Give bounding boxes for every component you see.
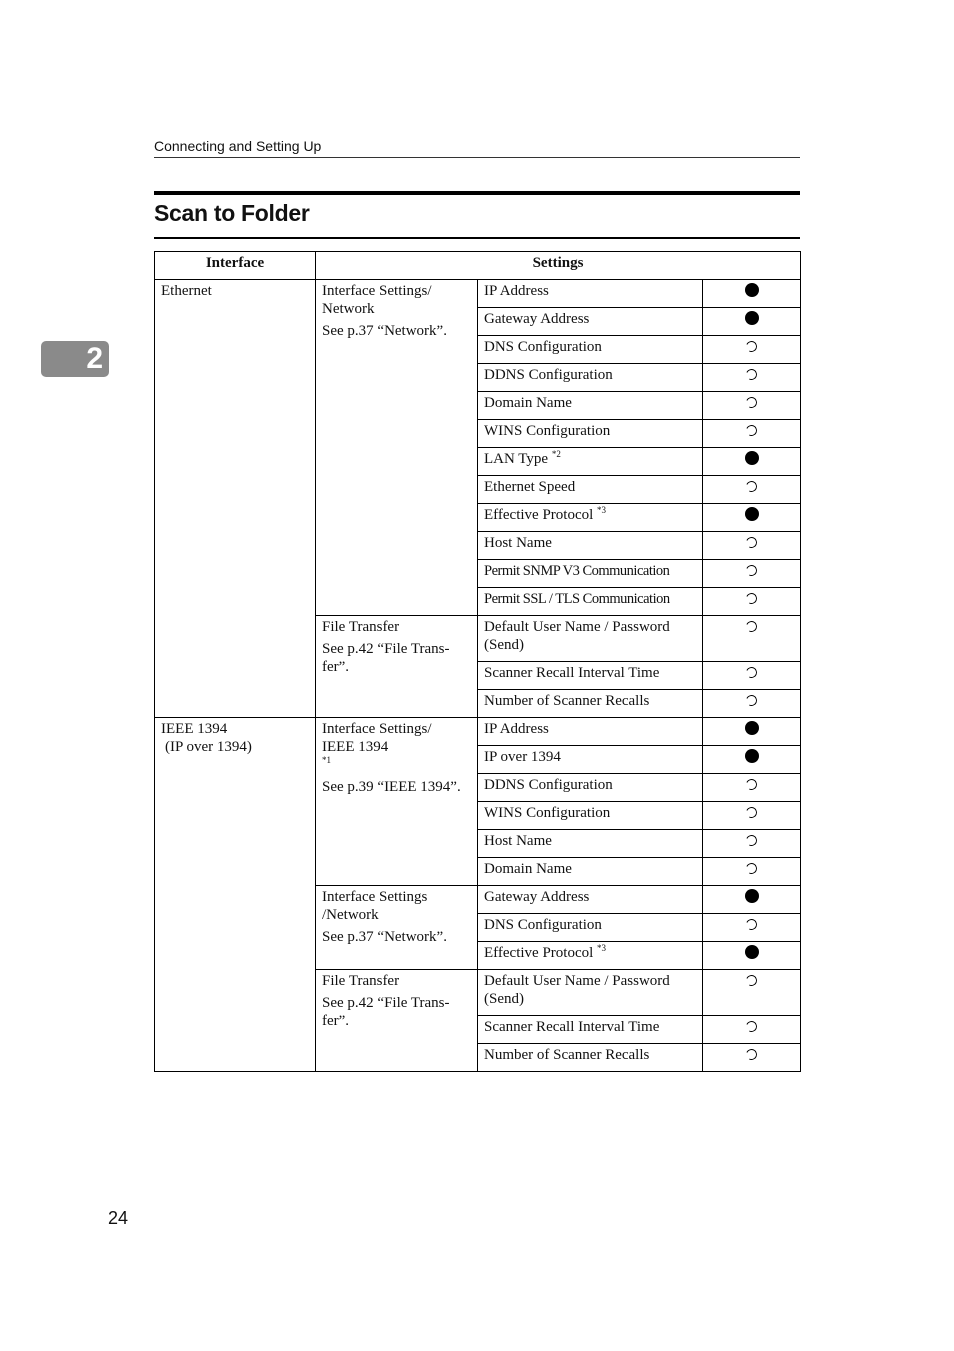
filled-circle-icon xyxy=(745,945,759,959)
filled-circle-icon xyxy=(745,311,759,325)
group-label: File Transfer xyxy=(322,973,400,989)
setting-label: Permit SNMP V3 Communication xyxy=(478,560,703,588)
setting-label xyxy=(478,942,703,970)
interface-ieee1394 xyxy=(155,718,316,1072)
open-circle-icon xyxy=(744,973,758,987)
page-reference: See p.42 “File Trans-fer”. xyxy=(322,995,450,1029)
setting-label: DNS Configuration xyxy=(478,336,703,364)
group-label: Interface Settings xyxy=(322,889,428,905)
mark-cell xyxy=(703,588,801,616)
mark-cell xyxy=(703,392,801,420)
open-circle-icon xyxy=(744,535,758,549)
filled-circle-icon xyxy=(745,283,759,297)
mark-cell xyxy=(703,504,801,532)
group-label xyxy=(322,738,471,774)
title-bar xyxy=(154,191,800,195)
open-circle-icon xyxy=(744,861,758,875)
open-circle-icon xyxy=(744,423,758,437)
open-circle-icon xyxy=(744,1047,758,1061)
mark-cell xyxy=(703,364,801,392)
open-circle-icon xyxy=(744,805,758,819)
page-reference: See p.37 “Network”. xyxy=(322,323,447,339)
group-label: /Network xyxy=(322,907,379,923)
mark-cell xyxy=(703,1016,801,1044)
mark-cell xyxy=(703,914,801,942)
setting-label: Domain Name xyxy=(478,392,703,420)
open-circle-icon xyxy=(744,591,758,605)
running-head: Connecting and Setting Up xyxy=(154,138,800,158)
footnote-ref: *3 xyxy=(597,505,607,515)
mark-cell xyxy=(703,476,801,504)
group-label: Network xyxy=(322,301,375,317)
group-ieee-network xyxy=(316,886,478,970)
setting-label: Domain Name xyxy=(478,858,703,886)
interface-subname: (IP over 1394) xyxy=(165,739,252,755)
mark-cell xyxy=(703,420,801,448)
group-label-text: IEEE 1394 xyxy=(322,739,389,755)
setting-label: Number of Scanner Recalls xyxy=(478,690,703,718)
mark-cell xyxy=(703,802,801,830)
setting-label: WINS Configuration xyxy=(478,802,703,830)
group-ieee-file-transfer xyxy=(316,970,478,1072)
mark-cell xyxy=(703,718,801,746)
setting-label: DDNS Configuration xyxy=(478,774,703,802)
table-header-row xyxy=(155,252,801,280)
setting-label: Ethernet Speed xyxy=(478,476,703,504)
mark-cell xyxy=(703,970,801,1016)
setting-label: IP Address xyxy=(478,280,703,308)
footnote-ref: *3 xyxy=(597,943,607,953)
setting-label: IP Address xyxy=(478,718,703,746)
page-number: 24 xyxy=(108,1208,129,1228)
table-row xyxy=(155,280,801,308)
setting-text: Effective Protocol xyxy=(484,945,594,961)
setting-label: Scanner Recall Interval Time xyxy=(478,1016,703,1044)
mark-cell xyxy=(703,690,801,718)
mark-cell xyxy=(703,774,801,802)
setting-label: Gateway Address xyxy=(478,886,703,914)
mark-cell xyxy=(703,336,801,364)
interface-name: IEEE 1394 xyxy=(161,721,228,737)
open-circle-icon xyxy=(744,619,758,633)
mark-cell xyxy=(703,308,801,336)
open-circle-icon xyxy=(744,1019,758,1033)
table-row xyxy=(155,718,801,746)
open-circle-icon xyxy=(744,563,758,577)
open-circle-icon xyxy=(744,665,758,679)
group-ethernet-file-transfer xyxy=(316,616,478,718)
open-circle-icon xyxy=(744,395,758,409)
mark-cell xyxy=(703,1044,801,1072)
filled-circle-icon xyxy=(745,889,759,903)
header-interface: Interface xyxy=(155,252,316,280)
open-circle-icon xyxy=(744,777,758,791)
setting-label: WINS Configuration xyxy=(478,420,703,448)
mark-cell xyxy=(703,616,801,662)
filled-circle-icon xyxy=(745,451,759,465)
interface-name: Ethernet xyxy=(161,283,212,299)
footnote-ref: *1 xyxy=(322,755,331,765)
setting-label: Scanner Recall Interval Time xyxy=(478,662,703,690)
mark-cell xyxy=(703,886,801,914)
setting-text: LAN Type xyxy=(484,451,549,467)
page-reference: See p.39 “IEEE 1394”. xyxy=(322,779,461,795)
group-ieee-settings xyxy=(316,718,478,886)
open-circle-icon xyxy=(744,339,758,353)
setting-label xyxy=(478,448,703,476)
settings-table xyxy=(154,251,801,1072)
mark-cell xyxy=(703,532,801,560)
setting-label: Gateway Address xyxy=(478,308,703,336)
setting-label: Permit SSL / TLS Communication xyxy=(478,588,703,616)
group-ethernet-network xyxy=(316,280,478,616)
setting-label: DNS Configuration xyxy=(478,914,703,942)
mark-cell xyxy=(703,560,801,588)
footnote-ref: *2 xyxy=(551,449,561,459)
setting-label: Default User Name / Password (Send) xyxy=(478,616,703,662)
mark-cell xyxy=(703,448,801,476)
setting-label xyxy=(478,504,703,532)
setting-label: Default User Name / Password (Send) xyxy=(478,970,703,1016)
filled-circle-icon xyxy=(745,721,759,735)
setting-label: DDNS Configuration xyxy=(478,364,703,392)
mark-cell xyxy=(703,280,801,308)
group-label: Interface Settings/ xyxy=(322,283,432,299)
mark-cell xyxy=(703,746,801,774)
mark-cell xyxy=(703,942,801,970)
open-circle-icon xyxy=(744,917,758,931)
filled-circle-icon xyxy=(745,749,759,763)
setting-label: IP over 1394 xyxy=(478,746,703,774)
title-rule xyxy=(154,237,800,239)
interface-ethernet xyxy=(155,280,316,718)
setting-label: Number of Scanner Recalls xyxy=(478,1044,703,1072)
open-circle-icon xyxy=(744,833,758,847)
setting-label: Host Name xyxy=(478,532,703,560)
open-circle-icon xyxy=(744,367,758,381)
open-circle-icon xyxy=(744,693,758,707)
mark-cell xyxy=(703,662,801,690)
setting-label: Host Name xyxy=(478,830,703,858)
page-reference: See p.37 “Network”. xyxy=(322,929,447,945)
header-settings: Settings xyxy=(316,252,801,280)
mark-cell xyxy=(703,830,801,858)
setting-text: Effective Protocol xyxy=(484,507,594,523)
mark-cell xyxy=(703,858,801,886)
open-circle-icon xyxy=(744,479,758,493)
section-title: Scan to Folder xyxy=(154,200,310,226)
page-reference: See p.42 “File Trans-fer”. xyxy=(322,641,450,675)
group-label: File Transfer xyxy=(322,619,400,635)
filled-circle-icon xyxy=(745,507,759,521)
group-label: Interface Settings/ xyxy=(322,721,432,737)
chapter-tab: 2 xyxy=(41,341,109,377)
